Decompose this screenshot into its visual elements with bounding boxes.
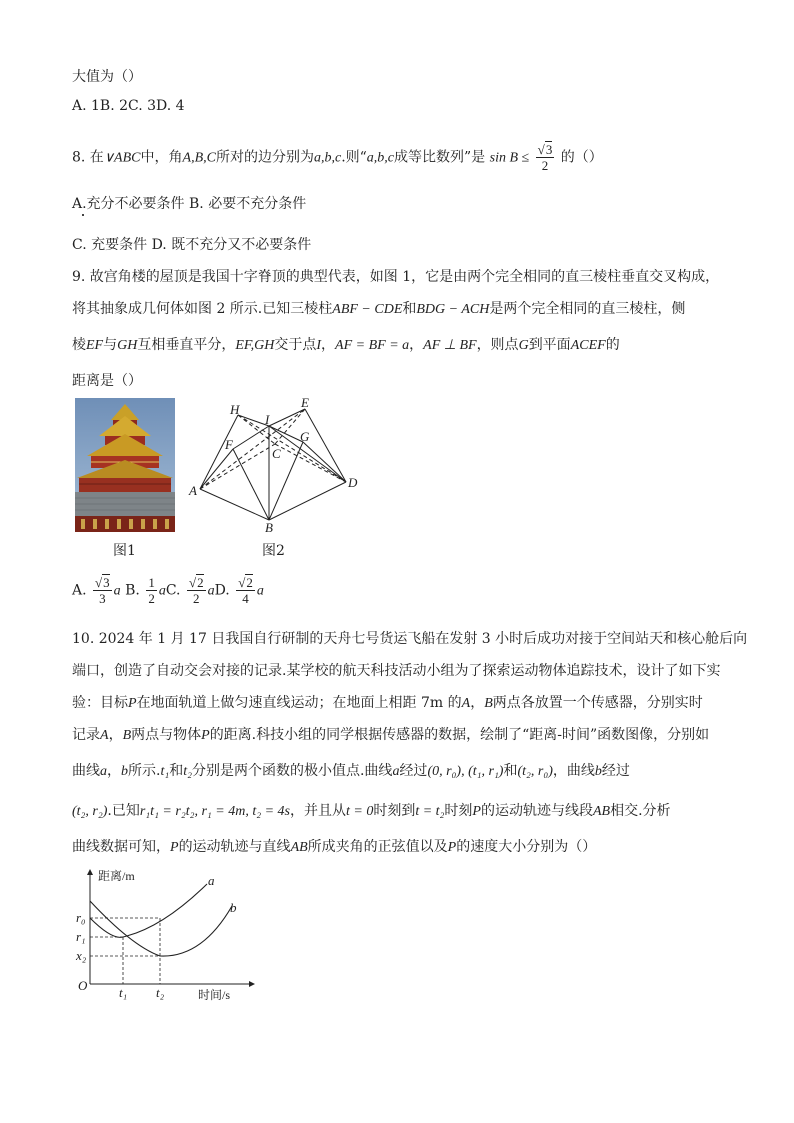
- label-D: D: [348, 475, 358, 490]
- q10-t1: t₁: [160, 764, 170, 779]
- q10-text-5e: 分别是两个函数的极小值点.曲线: [191, 763, 393, 779]
- q10-text-4b: 两点与物体: [131, 727, 202, 743]
- edge-FB: [233, 449, 269, 520]
- q9-text-3f: ，: [409, 337, 424, 353]
- q9-line2-text-a: 将其抽象成几何体如图 2 所示.已知三棱柱: [72, 301, 333, 317]
- q9-option-a-var: a: [113, 583, 121, 599]
- q9-option-d-num: 2: [246, 575, 253, 590]
- q9-line2-text-c: 是两个完全相同的直三棱柱，侧: [489, 301, 686, 317]
- q10-tt2: t = t₂: [415, 804, 445, 819]
- q9-eq1: AF = BF = a: [335, 338, 410, 353]
- q10-text-5f: 经过: [399, 763, 428, 779]
- edge-AE: [200, 409, 305, 489]
- q9-option-c-frac: $\frac{√2}{2}$: [188, 575, 204, 606]
- q9-option-d-label: D.: [214, 582, 230, 599]
- y-axis-label: 距离/m: [98, 869, 135, 883]
- q8-mid1: 中，角: [140, 149, 183, 166]
- q10-text-5b: ，: [107, 763, 121, 779]
- t2-label: t₂: [156, 985, 165, 1000]
- r0-label: r₀: [76, 910, 86, 925]
- t1-label: t₁: [119, 985, 128, 1000]
- q9-option-a-frac: $\frac{√3}{3}$: [95, 575, 110, 606]
- label-G: G: [300, 429, 310, 444]
- q10-line5: [72, 760, 630, 780]
- q10-ab: AB: [592, 804, 611, 819]
- q10-b: B: [484, 696, 493, 711]
- fig2-caption: 图2: [262, 543, 285, 559]
- q8-fraction-num: 3: [545, 142, 553, 157]
- q10-text-5d: 和: [169, 763, 184, 779]
- q8-sides2: a,b,c: [366, 150, 395, 166]
- q9-text-3e: ，: [321, 337, 336, 353]
- q10-known: r₁t₁ = r₂t₂, r₁ = 4m, t₂ = 4s: [139, 804, 290, 819]
- q9-ef: EF: [86, 338, 104, 353]
- q9-option-b-frac: [146, 575, 157, 606]
- q10-points-a: (0, r₀), (t₁, r₁): [427, 764, 504, 779]
- q9-option-b-label: B.: [125, 582, 140, 599]
- q10-a-2: A: [100, 728, 109, 743]
- q10-point-b: (t₂, r₂): [72, 804, 108, 819]
- q9-point-g: G: [518, 338, 529, 353]
- q10-text-5h: ，曲线: [552, 763, 595, 779]
- q10-text-3c: ，: [470, 695, 485, 711]
- q9-option-c-var: a: [207, 583, 215, 599]
- q8-triangle: ∨ABC: [103, 150, 141, 166]
- q10-text-5a: 曲线: [72, 763, 100, 779]
- geometry-figure-2: [185, 394, 365, 539]
- q10-p-5: P: [447, 840, 457, 855]
- stray-dot: [82, 214, 84, 216]
- q8-prefix: 8. 在: [72, 149, 104, 166]
- edge-BD: [269, 482, 346, 520]
- q10-curve-a: a: [100, 764, 107, 779]
- q9-plane: ACEF: [570, 338, 606, 353]
- q9-option-d-var: a: [256, 583, 264, 599]
- q10-text-5c: 所示.: [128, 763, 161, 779]
- q9-option-b-num: 1: [148, 575, 155, 590]
- q9-line2: [72, 298, 685, 318]
- q9-line2-text-b: 和: [402, 301, 417, 317]
- q9-text-3i: 的: [605, 337, 620, 353]
- label-F: F: [225, 437, 233, 452]
- q10-text-7c: 所成夹角的正弦值以及: [307, 839, 448, 855]
- q10-p-4: P: [170, 840, 179, 855]
- q9-option-b-den: 2: [148, 591, 155, 606]
- q9-text-3b: 与: [103, 337, 118, 353]
- edge-HD: [238, 415, 346, 482]
- q10-text-3a: 验：目标: [72, 695, 128, 711]
- q9-prism1: ABF − CDE: [332, 302, 403, 317]
- curve-a: [90, 884, 207, 937]
- q9-efgh: EF,GH: [235, 338, 275, 353]
- q10-b-2: B: [122, 728, 132, 743]
- q10-curve-b: b: [121, 764, 128, 779]
- q9-line3: [72, 334, 620, 354]
- q9-option-d-den: 4: [242, 591, 249, 606]
- curve-b-label: b: [230, 900, 237, 915]
- edge-AB: [200, 489, 269, 520]
- label-B: B: [265, 520, 273, 535]
- q10-text-5i: 经过: [601, 763, 630, 779]
- q10-curve-a-2: a: [392, 764, 400, 779]
- edge-FA: [200, 449, 233, 489]
- q10-p: P: [128, 696, 137, 711]
- q9-text-3h: 到平面: [528, 337, 571, 353]
- q10-text-6i: 的运动轨迹与线段: [480, 803, 593, 819]
- q8-options-ab: A.充分不必要条件 B. 必要不充分条件: [72, 196, 307, 212]
- q10-text-4-comma: ，: [108, 727, 123, 743]
- q10-text-4a: 记录: [72, 727, 100, 743]
- q9-line4: 距离是（）: [72, 373, 142, 389]
- q7-tail: 大值为（）: [72, 69, 142, 85]
- corner-tower-photo: [75, 398, 175, 532]
- q10-line7: [72, 836, 596, 856]
- r1-label: r₁: [76, 929, 86, 944]
- q8-stem: [72, 142, 603, 173]
- q10-text-4c: 的距离.科技小组的同学根据传感器的数据，绘制了“距离-时间”函数图像，分别如: [209, 727, 710, 743]
- q9-text-3g: ，则点: [476, 337, 519, 353]
- q10-t0: t = 0: [345, 804, 374, 819]
- q10-line3: [72, 692, 703, 712]
- q10-text-5g: 和: [503, 763, 518, 779]
- q9-text-3c: 互相垂直平分，: [137, 337, 236, 353]
- q10-line6: [72, 800, 671, 820]
- q8-fraction-den: 2: [541, 158, 549, 173]
- label-E: E: [301, 395, 309, 410]
- q9-option-d-frac: $\frac{√2}{4}$: [238, 575, 253, 606]
- q10-line4: [72, 724, 709, 744]
- origin-label: O: [78, 978, 88, 993]
- q10-text-7a: 曲线数据可知，: [72, 839, 170, 855]
- q10-text-6h: 时刻: [444, 803, 473, 819]
- q9-text-3d: 交于点: [274, 337, 317, 353]
- q9-option-a-den: 3: [99, 591, 106, 606]
- q9-option-a-num: 3: [103, 575, 110, 590]
- edge-IG: [269, 426, 303, 442]
- q8-mid2: 所对的边分别为: [215, 149, 314, 166]
- q8-mid4: 成等比数列”是: [394, 149, 486, 166]
- label-H: H: [230, 402, 240, 417]
- q8-sides: a,b,c: [313, 150, 342, 166]
- q9-option-c-num: 2: [197, 575, 204, 590]
- label-I: I: [265, 412, 270, 427]
- q9-option-c-den: 2: [193, 591, 200, 606]
- q8-mid3: .则“: [341, 149, 367, 166]
- q9-gh: GH: [117, 338, 138, 353]
- q10-a: A: [461, 696, 471, 711]
- q7-options: A. 1B. 2C. 3D. 4: [72, 98, 185, 114]
- q10-line2: 端口，创造了自动交会对接的记录.某学校的航天科技活动小组为了探索运动物体追踪技术，设计了如下实: [72, 663, 721, 679]
- q9-options: [72, 575, 264, 606]
- q10-point-a3: (t₂, r₀): [517, 764, 553, 779]
- label-C: C: [272, 446, 281, 461]
- x-axis-label: 时间/s: [198, 988, 231, 1001]
- label-A: A: [189, 483, 197, 498]
- q9-option-c-label: C.: [165, 582, 181, 599]
- q10-t2: t₂: [183, 764, 192, 779]
- q9-prism2: BDG − ACH: [416, 302, 490, 317]
- q10-line1: 10. 2024 年 1 月 17 日我国自行研制的天舟七号货运飞船在发射 3 小时后成功对接于空间站天和核心舱后向: [72, 631, 748, 647]
- edge-FI: [233, 426, 269, 449]
- distance-time-graph: [72, 866, 262, 1001]
- q9-point-i: I: [316, 338, 322, 353]
- q10-text-6j: 相交.分析: [610, 803, 671, 819]
- q8-fraction: $\frac{√3}{2}$: [537, 142, 553, 173]
- q10-text-7b: 的运动轨迹与直线: [178, 839, 291, 855]
- q10-text-3b: 在地面轨道上做匀速直线运动；在地面上相距 7m 的: [136, 695, 462, 711]
- curve-b: [90, 901, 232, 956]
- q8-tail: 的（）: [560, 149, 603, 166]
- curve-a-label: a: [208, 873, 215, 888]
- q9-perp: AF ⊥ BF: [423, 338, 477, 353]
- edge-IE: [269, 409, 305, 426]
- q9-line1: 9. 故宫角楼的屋顶是我国十字脊顶的典型代表，如图 1，它是由两个完全相同的直三棱柱垂直交叉构成，: [72, 269, 720, 285]
- q10-text-7d: 的速度大小分别为（）: [456, 839, 597, 855]
- q9-text-3a: 棱: [72, 337, 86, 353]
- q10-ab-2: AB: [290, 840, 308, 855]
- q10-p-3: P: [472, 804, 481, 819]
- q8-options-cd: C. 充要条件 D. 既不充分又不必要条件: [72, 237, 312, 253]
- q9-option-b-var: a: [158, 583, 166, 599]
- fig1-caption: 图1: [113, 543, 136, 559]
- q10-text-6d: ，并且从: [289, 803, 346, 819]
- q10-text-3d: 两点各放置一个传感器，分别实时: [492, 695, 703, 711]
- q10-curve-b-2: b: [594, 764, 602, 779]
- q10-text-6b: .已知: [107, 803, 140, 819]
- x2-label: x₂: [76, 948, 87, 963]
- q8-condition: sin B ≤: [489, 150, 530, 166]
- q10-text-6f: 时刻到: [373, 803, 416, 819]
- q8-angles: A,B,C: [182, 150, 216, 166]
- q10-p-2: P: [201, 728, 210, 743]
- q9-option-a-label: A.: [72, 582, 87, 599]
